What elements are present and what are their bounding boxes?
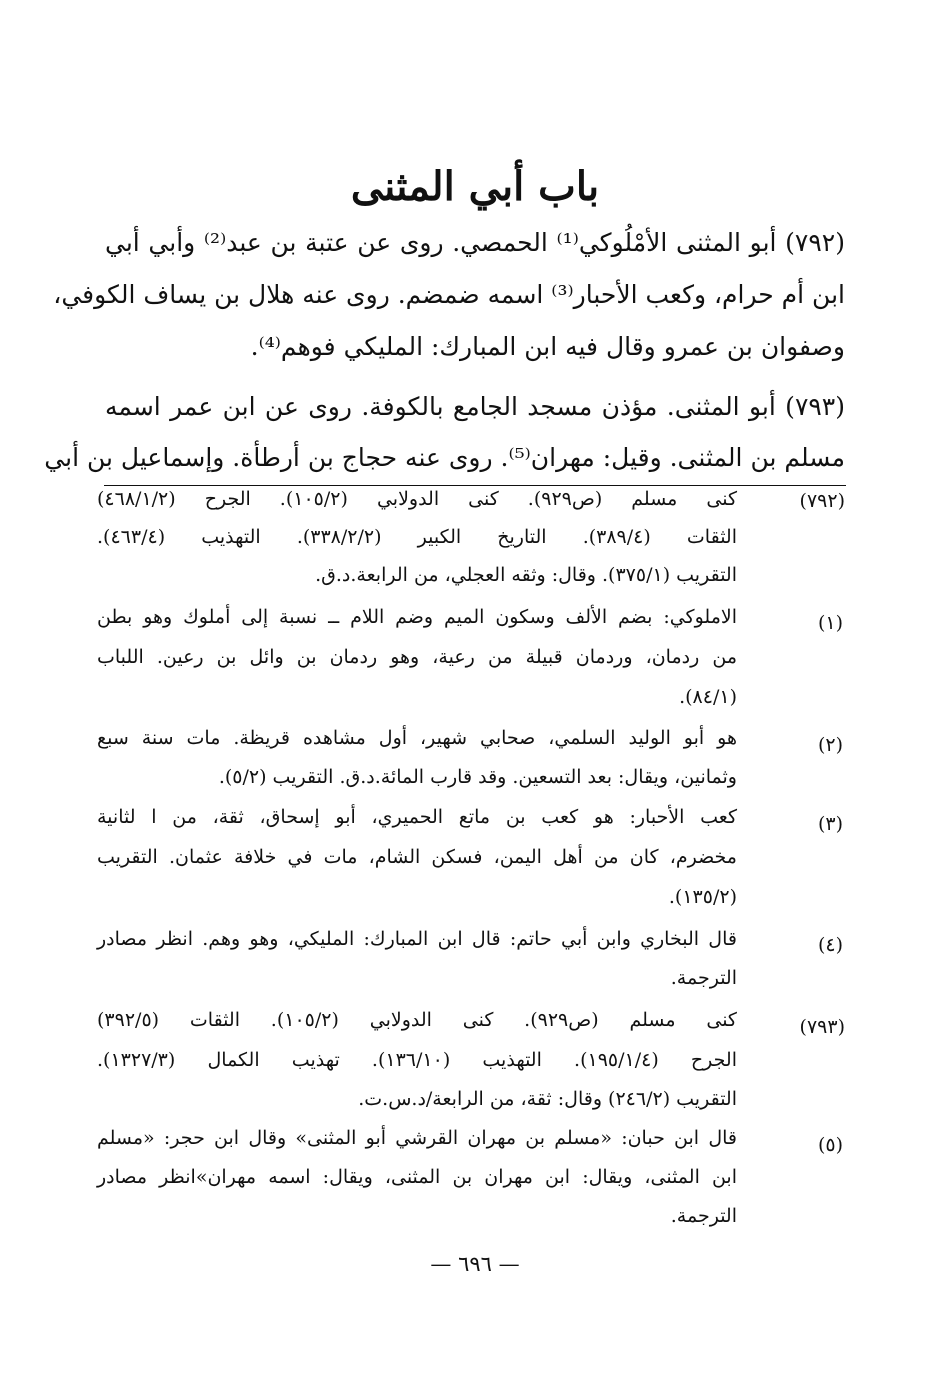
footnote-1-line-1: الاملوكي: بضم الألف وسكون الميم وضم اللام ــ نسبة إلى أملوك وهو بطن	[97, 606, 737, 628]
footnote-separator	[104, 485, 846, 486]
footnote-792-line-3: التقريب (٣٧٥/١). وقال: وثقه العجلي، من الرابعة.د.ق.	[315, 564, 737, 586]
footnote-792-line-2: الثقات (٣٨٩/٤). التاريخ الكبير (٣٣٨/٢/٢). التهذيب (٤٦٣/٤).	[97, 526, 737, 548]
footnote-label-5: (٥)	[817, 1134, 843, 1156]
entry-793-line-1: (٧٩٣) أبو المثنى. مؤذن مسجد الجامع بالكوفة. روى عن ابن عمر اسمه	[105, 392, 845, 421]
entry-793-line-2: مسلم بن المثنى. وقيل: مهران⁽⁵⁾. روى عنه حجاج بن أرطأة. وإسماعيل بن أبي	[44, 443, 845, 472]
footnote-4-line-2: الترجمة.	[670, 967, 737, 989]
footnote-4-line-1: قال البخاري وابن أبي حاتم: قال ابن المبارك: المليكي، وهو وهم. انظر مصادر	[97, 928, 737, 950]
footnote-1-line-3: (٨٤/١).	[679, 686, 737, 708]
page-number: — ٦٩٦ —	[430, 1252, 520, 1276]
footnote-5-line-2: ابن المثنى، ويقال: ابن مهران بن المثنى، ويقال: اسمه مهران»انظر مصادر	[97, 1166, 737, 1188]
entry-792-line-1: (٧٩٢) أبو المثنى الأمْلُوكي⁽¹⁾ الحمصي. روى عن عتبة بن عبد⁽²⁾ وأبي أبي	[105, 228, 845, 257]
footnote-793-line-1: كنى مسلم (ص٩٢٩). كنى الدولابي (١٠٥/٢). الثقات (٣٩٢/٥)	[97, 1009, 737, 1031]
footnote-label-793: (٧٩٣)	[799, 1016, 845, 1038]
footnote-1-line-2: من ردمان، وردمان قبيلة من رعية، وهو ردمان بن وائل بن رعين. اللباب	[97, 646, 737, 668]
footnote-label-4: (٤)	[817, 934, 843, 956]
footnote-792-line-1: كنى مسلم (ص٩٢٩). كنى الدولابي (١٠٥/٢). الجرح (٤٦٨/١/٢)	[97, 488, 737, 510]
footnote-3-line-3: (١٣٥/٢).	[668, 886, 737, 908]
footnote-label-2: (٢)	[817, 734, 843, 756]
footnote-5-line-3: الترجمة.	[670, 1205, 737, 1227]
footnote-label-1: (١)	[817, 612, 843, 634]
footnote-2-line-1: هو أبو الوليد السلمي، صحابي شهير، أول مشاهده قريظة. مات سنة سبع	[97, 727, 737, 749]
footnote-label-3: (٣)	[817, 813, 843, 835]
footnote-5-line-1: قال ابن حبان: «مسلم بن مهران القرشي أبو المثنى» وقال ابن حجر: «مسلم	[97, 1127, 737, 1149]
footnote-2-line-2: وثمانين، ويقال: بعد التسعين. وقد قارب المائة.د.ق. التقريب (٥/٢).	[218, 766, 737, 788]
footnote-3-line-2: مخضرم، كان من أهل اليمن، فسكن الشام، مات في خلافة عثمان. التقريب	[97, 846, 737, 868]
footnote-3-line-1: كعب الأحبار: هو كعب بن ماتع الحميري، أبو إسحاق، ثقة، من ا لثانية	[97, 806, 737, 828]
entry-792-line-3: وصفوان بن عمرو وقال فيه ابن المبارك: المليكي فوهم⁽⁴⁾.	[250, 332, 845, 361]
footnote-793-line-2: الجرح (١٩٥/١/٤). التهذيب (١٣٦/١٠). تهذيب الكمال (١٣٢٧/٣).	[97, 1049, 737, 1071]
entry-792-line-2: ابن أم حرام، وكعب الأحبار⁽³⁾ اسمه ضمضم. روى عنه هلال بن يساف الكوفي،	[53, 280, 845, 309]
footnote-793-line-3: التقريب (٢٤٦/٢) وقال: ثقة، من الرابعة/د.س.ت.	[358, 1088, 737, 1110]
chapter-title: باب أبي المثنى	[350, 163, 600, 210]
footnote-label-792: (٧٩٢)	[799, 490, 845, 512]
